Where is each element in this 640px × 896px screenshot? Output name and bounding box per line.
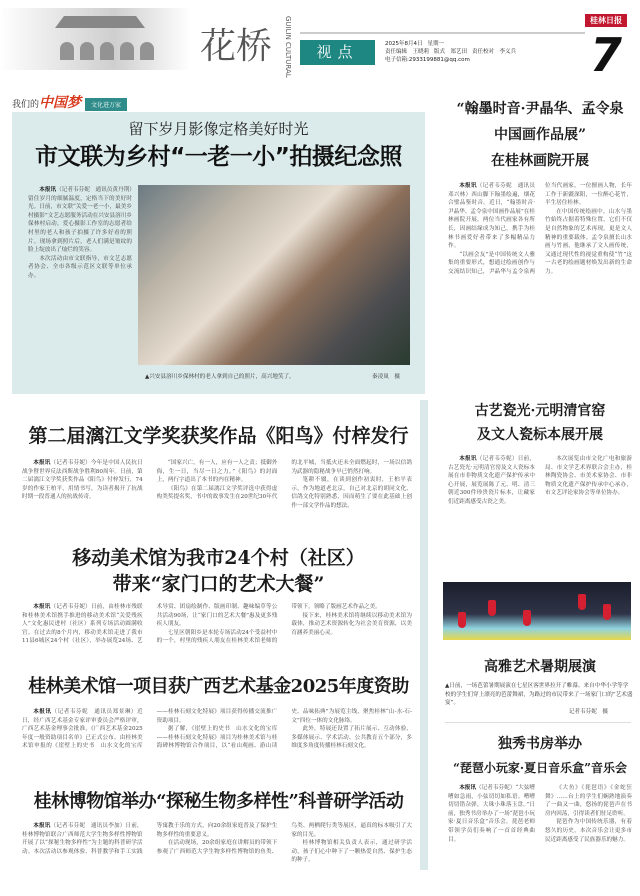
byline: 本报讯 (459, 785, 477, 791)
article-5-body (22, 822, 412, 865)
article-4-title: 桂林美术馆一项目获广西艺术基金2025年度资助 (28, 676, 409, 697)
header-divider (300, 32, 585, 34)
photo-credit: 记者韦芬妮 摄 (568, 708, 608, 715)
article-1-caption: ▲兴安县溶川乡保林村的老人拿到自己的照片，高兴地笑了。 (145, 374, 295, 380)
supplement-title-en: GUILIN CULTURAL (284, 16, 292, 78)
right-article-1-title-line1: “翰墨时音·尹晶华、孟令泉 (456, 101, 624, 117)
article-1-photo-credit: 秦凌岚 摄 (372, 374, 400, 380)
paragraph: 本次活动由市文联指导，市文艺志愿者协会、全市各级示范区文联等单位承办。 (28, 255, 132, 279)
paragraph: 在活动现场，20余组家庭在讲解员的带领下参观了广西师范大学生物多样性博物馆的鱼类、鸟类、两栖爬行类等展区，逼真的标本吸引了大家的目光。 (156, 823, 412, 855)
caption-text: ▲日前，一场芭蕾暑期展演在七星区客世界拉开了帷幕。来自中华小学等学校的学生们穿上漂亮的芭蕾舞裙，为路过的市民带来了一场家门口的“艺术盛宴”。 (445, 683, 633, 706)
campaign-label (12, 92, 127, 112)
right-article-4-title-line1: 独秀书房举办 (498, 736, 582, 752)
dancer (603, 604, 611, 620)
article-5-title: 桂林博物馆举办“探秘生物多样性”科普研学活动 (33, 791, 404, 812)
bridge-arch (100, 42, 114, 60)
byline: 本报讯 (459, 183, 477, 189)
paragraph: 此外，特展还设置了拓片展示、互动体验、多媒体展示、学术活动、公共教育五个部分，多维度多角度传播桂林石刻文化。 (291, 726, 412, 750)
supplement-title: 花桥 (200, 26, 273, 67)
byline: 本报讯 (39, 187, 57, 193)
right-article-2-body (448, 455, 632, 507)
dancer (458, 612, 466, 628)
right-article-2-title-line1: 古艺瓷光·元明清官窑 (474, 403, 606, 419)
page-number: 7 (590, 28, 623, 82)
editor-credit: 责任编辑 王晓莉 (385, 49, 430, 55)
bridge-arch (60, 42, 74, 60)
issue-meta (385, 40, 521, 64)
byline: 本报讯 (459, 456, 477, 462)
paragraph: （记者韦芬妮）日前，古艺瓷光·元明清官窑及文人瓷标本展在市非物质文化遗产保护传承中心开展，展览展陈了元、明、清三朝近300件珍贵瓷片标本，让藏家们近距离感受古瓷之美。 (448, 456, 535, 505)
article-2-body (22, 459, 412, 511)
right-article-2-title-line2: 及文人瓷标本展开展 (477, 427, 603, 443)
layout-credit: 版式 郑艺田 (434, 49, 468, 55)
paragraph: （记者韦芬妮）今年是中国人民抗日战争暨世界反法西斯战争胜利80周年。日前，第二届漓江文学奖获奖作品《阳鸟》付梓发行，74岁的作家王柏平，用情书写，为读者揭开了抗战时期一段普通人的抗战传奇。 (22, 460, 143, 501)
bridge-arch (140, 42, 154, 60)
paragraph: 本次展览由市文化广电和旅游局、市文学艺术界联合会主办，桂林陶瓷协会、市美术家协会、市非物质文化遗产保护传承中心承办，市文艺评论家协会等单位协办。 (545, 456, 632, 497)
article-1-photo (138, 185, 410, 365)
right-article-4-body (448, 784, 632, 844)
paragraph: （记者韦芬妮 通讯员李加）日前，桂林博物馆联合广西师范大学生物多样性博物馆开展了以“探秘生物多样性”为主题的科普研学活动。本次活动以参观体验、科普教学和手工实践等寓教于乐的方式，向20余组家庭普及了保护生物多样性的重要意义。 (22, 823, 278, 855)
campaign-highlight: 中国梦 (39, 95, 82, 111)
paragraph: （记者韦芬妮）“大弦嘈嘈如急雨，小弦切切如私语。嘈嘈切切错杂弹，大珠小珠落玉盘。”日前，独秀书房举办了一场“琵琶小玩家·夏日音乐盒”音乐会，琵琶老师带领学员们奏响了一首首经典曲目。 (448, 785, 535, 843)
article-1-subtitle: 留下岁月影像定格美好时光 (128, 120, 309, 138)
right-article-4-title-line2: “琵琶小玩家·夏日音乐盒”音乐会 (453, 761, 627, 775)
proof-credit: 责任校对 李义兵 (472, 49, 517, 55)
masthead-illustration (0, 8, 190, 70)
paragraph: 笔耕不辍，在谈到创作初衷时，王柏平表示，作为地道老北京，自己对北京的胡同文化、信鸽文化特别熟悉，因而萌生了要在此基础上创作一部文学作品的想法。 (291, 477, 412, 509)
right-article-1-title-line3: 在桂林画院开展 (491, 153, 589, 169)
paragraph: 桂林博物馆相关负责人表示，通过研学活动，孩子们心中种下了一颗热爱自然、保护生态的种子。 (291, 840, 412, 864)
issue-weekday: 星期一 (427, 41, 445, 47)
ballet-caption (445, 682, 633, 716)
paragraph: 接下来，桂林美术馆将继续以移动美术馆为载体，推动艺术资源转化为社会美育资源，以美育涵养美丽心灵。 (291, 612, 412, 636)
paragraph: “国家兴亡，有一人，应有一人之责；抵御外侮，生一日，当尽一日之力。”《阳鸟》的封面上，两行字道出了本书的内在精神。 (156, 460, 278, 484)
article-2-title: 第二届漓江文学奖获奖作品《阳鸟》付梓发行 (28, 425, 409, 447)
campaign-prefix: 我们的 (12, 100, 40, 110)
right-article-3-title: 高雅艺术暑期展演 (484, 659, 596, 675)
byline: 本报讯 (33, 460, 51, 466)
article-3-title-line2: 带来“家门口的艺术大餐” (112, 573, 325, 595)
paragraph: 七星区朝阳乡是本轮专场活动24个受益村中的一个，村里的残疾人朋友在桂林美术馆老师的带领下，领略了版画艺术作品之美。 (156, 604, 381, 645)
article-3-body (22, 603, 412, 646)
bridge-arch (80, 42, 94, 60)
pavilion-roof (55, 16, 145, 28)
paragraph: （记者韦芬妮 通讯员郑景琳）近日，经广西艺术基金专家评审委员会严格评审，广西艺术基金理事会批准，《广西艺术基金2025年度一般资助项目名单》已正式公布。由桂林美术馆申报的《崖壁上的史书 山水文化的宝库——桂林石刻文化特展》项目获得传播交流推广资助项目。 (22, 709, 278, 750)
article-1-body (28, 186, 132, 281)
paragraph: 《阳鸟》在第二届漓江文学奖评选中获得虚构类奖提名奖，书中的故事发生在20世纪30年代的北平城，当抵火还未全面燃起时，一场以信鸽为武器的隐秘战争早已悄然打响。 (156, 460, 412, 501)
divider (445, 722, 631, 723)
dancer (488, 600, 496, 616)
paragraph: （记者韦芬妮）日前，由桂林市残联和桂林美术馆携手推进的移动美术馆“关爱残疾人”文化惠民进村（社区）系列专场活动圆满收官。在过去的8个月内，移动美术馆走进了我市11县6城区24个村（社区），举办展览24场、艺术导赏、团扇绘制作、版画印制、趣味编草等公共活动90场，让“家门口的艺术大餐”惠及更多残疾人朋友。 (22, 604, 278, 645)
article-3-title-line1: 移动美术馆为我市24个村（社区） (72, 547, 365, 569)
paragraph: 据了解，《崖壁上的史书 山水文化的宝库——桂林石刻文化特展》项目为桂林美术馆与桂海碑林博物馆合作项目，以“看山观画、游山读史、品味拓典”为展览主线，聚焦桂林“山-水-石-文”四位一体的文化脉络。 (156, 709, 412, 750)
article-4-body (22, 708, 412, 751)
right-article-1-title-line2: 中国画作品展” (493, 127, 587, 143)
section-label: 视点 (300, 40, 375, 65)
byline: 本报讯 (33, 823, 51, 829)
paragraph: 琵琶作为中国传统乐器，有着悠久的历史，本次音乐会让更多市民近距离感受了民族器乐的魅力。 (545, 819, 632, 843)
bridge-arch (120, 42, 134, 60)
paragraph: （记者韦芬妮 通讯员邓兴林）西山脚下翰墨绘遍，烟花合璧品鉴时音。近日，“翰墨时音·尹晶华、孟令泉中国画作品展”在桂林画院开展。两位当代画家各有所长，因画结缘成为知己，携手为桂林书画爱好者带来了多幅精品力作。 (448, 183, 535, 250)
paragraph: 在中国传统绘画中，山水与墨竹始终占据着特殊位置，它们不仅是自然物象的艺术再现，更是文人精神的重要载体。孟令泉擅长山水画与竹画，他继承了文人画传统，又通过现代性的视觉重构使“竹”这一古老的绘画题材焕发出新的生命力。 (545, 208, 632, 275)
campaign-tag: 文化进万家 (85, 98, 127, 111)
byline: 本报讯 (33, 604, 51, 610)
byline: 本报讯 (33, 709, 52, 715)
dancer (523, 610, 531, 626)
ballet-photo (443, 582, 631, 640)
contact-email: 电子信箱:2933199881@qq.com (385, 57, 470, 63)
paragraph: “以画会友”是中国传统文人雅集的重要形式，想通过绘画创作与交流结识知己，尹晶华与孟令泉两位当代画家，一位擅画人物，长年工作于新疆深阳，一位醉心花竹，半生居住桂林。 (448, 183, 632, 275)
issue-date: 2025年8月4日 (385, 41, 423, 47)
right-article-1-body (448, 182, 632, 277)
article-1-title: 市文联为乡村“一老一小”拍摄纪念照 (35, 144, 402, 170)
paragraph: 《大鱼》《琵琶语》《金蛇狂舞》……台上的学生们娴熟地演奏了一曲又一曲，悠扬的琵琶声在书房内回荡，引得读者们驻足聆听。 (545, 785, 632, 817)
dancer (578, 594, 586, 610)
newspaper-logo: 桂林日报 (585, 14, 627, 27)
paragraph: （记者韦芬妮 通讯员黄丹荆）留住岁月的细腻温度，定格当下的美好时光。日前，市文联“关爱一老一小，最美乡村摄影”文艺志愿服务活动在兴安县溶川乡保林村启动，爱心摄影工作室的志愿者给村里的老人和孩子拍摄了许多好看的照片。现场拿到照片后，老人们满是皱纹的脸上绽放出了灿烂的笑容。 (28, 187, 132, 254)
